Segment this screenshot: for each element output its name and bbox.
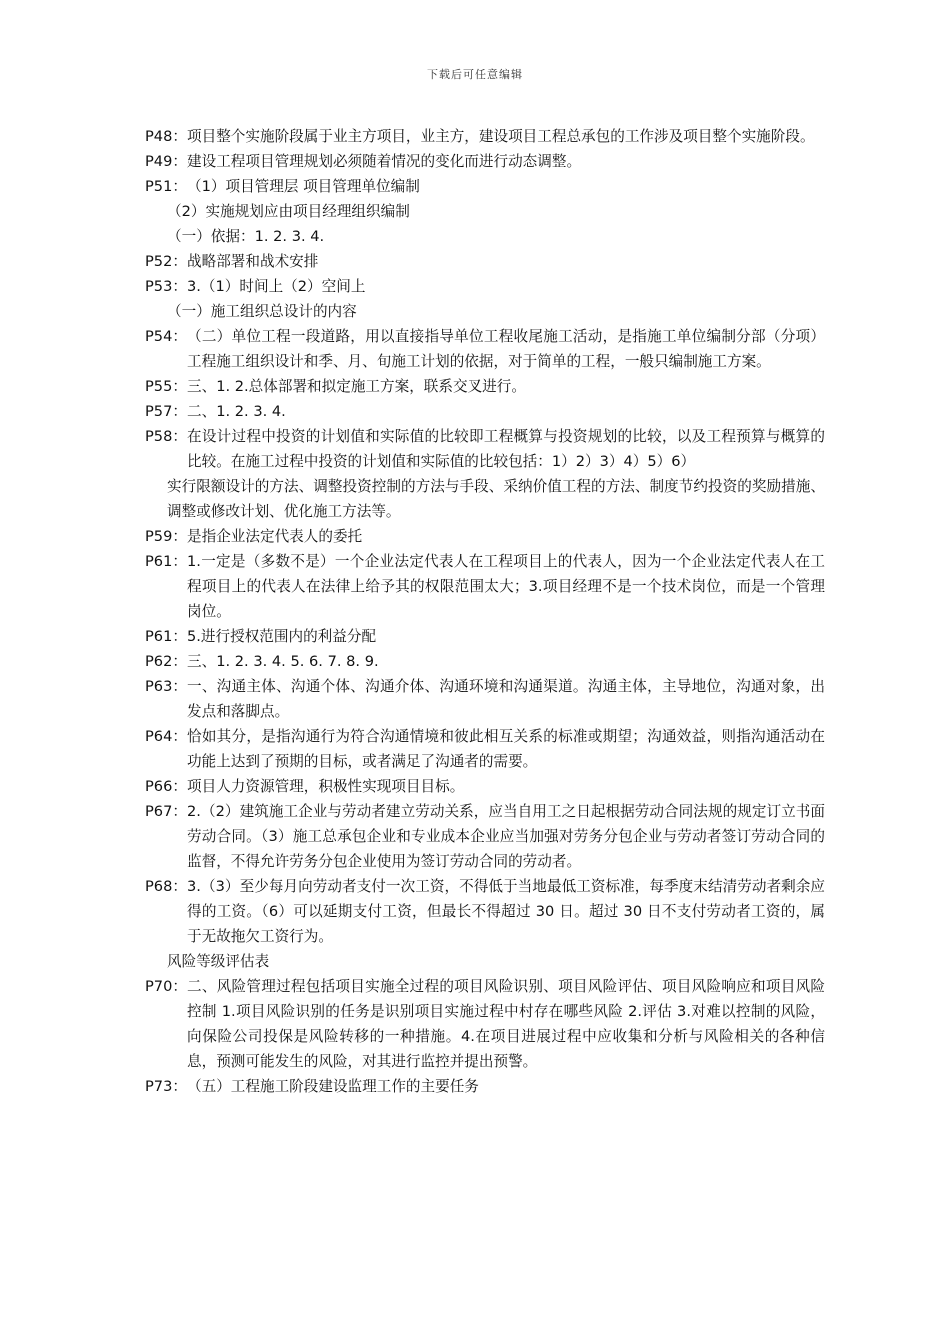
page-ref-label: P51： [145,178,187,195]
page-ref-label: P58： [145,428,187,445]
entry-text: 是指企业法定代表人的委托 [187,528,363,545]
page-ref-label: P64： [145,728,187,745]
entry-p55 [145,374,825,399]
entry-text: 项目整个实施阶段属于业主方项目，业主方，建设项目工程总承包的工作涉及项目整个实施阶段。 [187,128,815,145]
page-ref-label: P68： [145,878,187,895]
entry-text: 二、1. 2. 3. 4. [187,403,286,420]
entry-p48 [145,124,825,149]
entry-text: 3.（1）时间上（2）空间上 [187,278,366,295]
entry-p54 [145,324,825,374]
entry-text: 建设工程项目管理规划必须随着情况的变化而进行动态调整。 [187,153,582,170]
entry-p53-cont [145,299,825,324]
entry-text: 战略部署和战术安排 [187,253,319,270]
entry-p51-cont-1 [145,199,825,224]
entry-text: 项目人力资源管理，积极性实现项目目标。 [187,778,465,795]
entry-p52 [145,249,825,274]
entry-p68 [145,874,825,949]
page-ref-label: P48： [145,128,187,145]
entry-p51 [145,174,825,199]
entry-p64 [145,724,825,774]
entry-text: （一）依据：1. 2. 3. 4. [167,228,325,245]
entry-text: 风险等级评估表 [167,953,270,970]
entry-text: 三、1. 2. 3. 4. 5. 6. 7. 8. 9. [187,653,379,670]
entry-risk-table-title [145,949,825,974]
entry-p49 [145,149,825,174]
page-ref-label: P57： [145,403,187,420]
page-ref-label: P67： [145,803,187,820]
entry-text: （2）实施规划应由项目经理组织编制 [167,203,410,220]
entry-p58 [145,424,825,474]
page-ref-label: P61： [145,628,187,645]
entry-p73 [145,1074,825,1099]
page-ref-label: P49： [145,153,187,170]
entry-p62 [145,649,825,674]
entry-p63 [145,674,825,724]
entry-p59 [145,524,825,549]
entry-p51-cont-2 [145,224,825,249]
entry-p58-cont [145,474,825,524]
page-ref-label: P70： [145,978,187,995]
page-ref-label: P55： [145,378,187,395]
page-ref-label: P66： [145,778,187,795]
entry-text: 三、1. 2.总体部署和拟定施工方案，联系交叉进行。 [187,378,526,395]
page-header: 下载后可任意编辑 [427,68,523,81]
entry-text: （一）施工组织总设计的内容 [167,303,357,320]
entry-p67 [145,799,825,874]
entry-text: （二）单位工程一段道路，用以直接指导单位工程收尾施工活动，是指施工单位编制分部（分项）工程施工组织设计和季、月、旬施工计划的依据，对于简单的工程，一般只编制施工方案。 [187,328,825,370]
entry-text: 2.（2）建筑施工企业与劳动者建立劳动关系，应当自用工之日起根据劳动合同法规的规定订立书面劳动合同。（3）施工总承包企业和专业成本企业应当加强对劳务分包企业与劳动者签订劳动合同的监督，不得允许劳务分包企业使用为签订劳动合同的劳动者。 [187,803,825,870]
entry-p57 [145,399,825,424]
entry-text: 5.进行授权范围内的利益分配 [187,628,377,645]
entry-text: 在设计过程中投资的计划值和实际值的比较即工程概算与投资规划的比较，以及工程预算与概算的比较。在施工过程中投资的计划值和实际值的比较包括：1）2）3）4）5）6） [187,428,825,470]
entry-text: 3.（3）至少每月向劳动者支付一次工资，不得低于当地最低工资标准，每季度末结清劳动者剩余应得的工资。（6）可以延期支付工资，但最长不得超过 30 日。超过 30 日不支付劳动者工资的，属于无故拖欠工资行为。 [187,878,825,945]
page-ref-label: P61： [145,553,187,570]
entry-text: 二、风险管理过程包括项目实施全过程的项目风险识别、项目风险评估、项目风险响应和项目风险控制 1.项目风险识别的任务是识别项目实施过程中村存在哪些风险 2.评估 3.对难以控制的风险，向保险公司投保是风险转移的一种措施。4.在项目进展过程中应收集和分析与风险相关的各种信息，预测可能发生的风险，对其进行监控并提出预警。 [187,978,825,1070]
entry-p70 [145,974,825,1074]
entry-p61-b [145,624,825,649]
entry-p61 [145,549,825,624]
page-ref-label: P59： [145,528,187,545]
page-ref-label: P63： [145,678,187,695]
page-ref-label: P73： [145,1078,187,1095]
entry-p53 [145,274,825,299]
page-ref-label: P54： [145,328,187,345]
page-ref-label: P53： [145,278,187,295]
page-ref-label: P62： [145,653,187,670]
page-ref-label: P52： [145,253,187,270]
entry-text: 恰如其分，是指沟通行为符合沟通情境和彼此相互关系的标准或期望；沟通效益，则指沟通活动在功能上达到了预期的目标，或者满足了沟通者的需要。 [187,728,825,770]
entry-text: 1.一定是（多数不是）一个企业法定代表人在工程项目上的代表人，因为一个企业法定代表人在工程项目上的代表人在法律上给予其的权限范围太大；3.项目经理不是一个技术岗位，而是一个管理岗位。 [187,553,825,620]
entry-text: （1）项目管理层 项目管理单位编制 [187,178,420,195]
entry-text: 一、沟通主体、沟通个体、沟通介体、沟通环境和沟通渠道。沟通主体，主导地位，沟通对象，出发点和落脚点。 [187,678,825,720]
document-body [145,124,825,1099]
entry-text: （五）工程施工阶段建设监理工作的主要任务 [187,1078,479,1095]
entry-p66 [145,774,825,799]
entry-text: 实行限额设计的方法、调整投资控制的方法与手段、采纳价值工程的方法、制度节约投资的奖励措施、调整或修改计划、优化施工方法等。 [167,478,825,520]
